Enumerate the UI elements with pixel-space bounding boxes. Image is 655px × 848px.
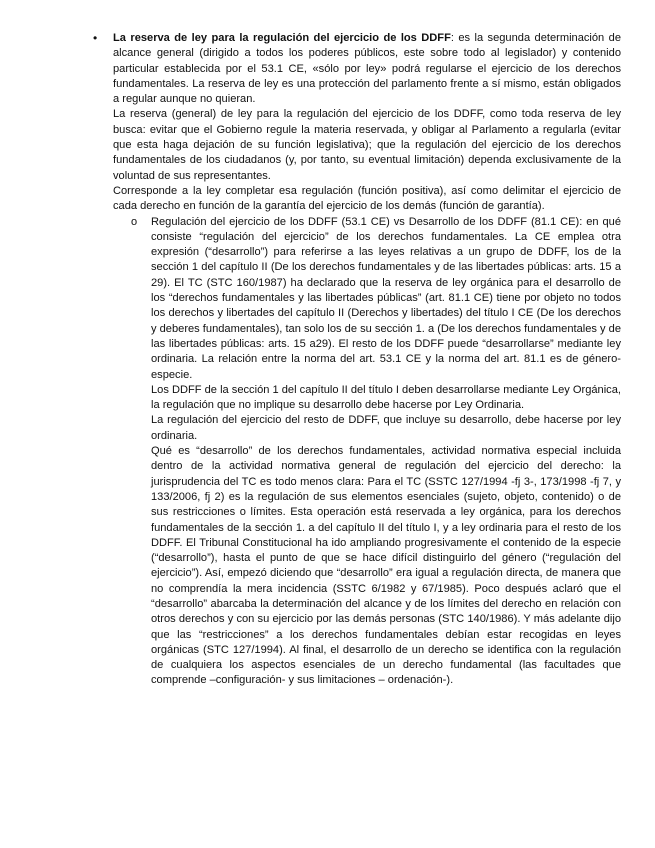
bullet-marker: •	[93, 31, 98, 45]
paragraph-reserva-general: La reserva (general) de ley para la regulación del ejercicio de los DDFF, como toda reserva de ley busca: evitar que el Gobierno regule la materia reservada, y obligar al Parlamento a regularla (evitar que esta haga dejación de su función legislativa); que la regulación del ejercicio de los derechos fundamentales de los ciudadanos (y, por tanto, su eventual limitación) dependa exclusivamente de la voluntad de sus representantes.	[113, 108, 621, 182]
paragraph-text: : es la segunda determinación de alcance general (dirigido a todos los poderes públicos, este sobre todo al legislador) y contenido particular establecida por el 53.1 CE, «sólo por ley» podrá regularse el ejercicio de los derechos fundamentales. La reserva de ley es una protección del parlamento frente a sí mismo, están obligados a regular aunque no quieran.	[113, 32, 621, 106]
paragraph-regulacion-vs-desarrollo: Regulación del ejercicio de los DDFF (53.1 CE) vs Desarrollo de los DDFF (81.1 CE): en qué consiste “regulación del ejercicio” de los derechos fundamentales. La CE emplea otra expresión (“desarrollo”) para referirse a las leyes relativas a un grupo de DDFF, los de la sección 1 del capítulo II (De los derechos fundamentales y de las libertades públicas: arts. 15 a 29). El TC (STC 160/1987) ha declarado que la reserva de ley orgánica para el desarrollo de los “derechos fundamentales y las libertades públicas” (art. 81.1 CE) tiene por objeto no todos los derechos y libertades del capítulo II (Derechos y libertades) del título I CE (De los derechos y deberes fundamentales), tan solo los de su sección 1. a (De los derechos fundamentales y de las libertades públicas: arts. 15 a29). El resto de los DDFF puede “desarrollarse” mediante ley ordinaria. La relación entre la norma del art. 53.1 CE y la norma del art. 81.1 es de género-especie.	[151, 215, 621, 381]
paragraph-funcion-ley: Corresponde a la ley completar esa regulación (función positiva), así como delimitar el ejercicio de cada derecho en función de la garantía del ejercicio de los demás (función de garantía).	[113, 184, 621, 213]
sub-bullet-marker: o	[131, 215, 138, 228]
paragraph-reserva-ley	[113, 31, 621, 107]
paragraph-resto-ddff: La regulación del ejercicio del resto de DDFF, que incluye su desarrollo, debe hacerse por ley ordinaria.	[151, 414, 621, 442]
document-body	[113, 31, 621, 689]
paragraph-heading: La reserva de ley para la regulación del ejercicio de los DDFF	[113, 32, 451, 44]
paragraph-seccion-1: Los DDFF de la sección 1 del capítulo II del título I deben desarrollarse mediante Ley Orgánica, la regulación que no implique su desarrollo debe hacerse por Ley Ordinaria.	[151, 383, 621, 412]
paragraph-que-es-desarrollo: Qué es “desarrollo” de los derechos fundamentales, actividad normativa especial incluida dentro de la actividad normativa general de regulación del ejercicio del derecho: la jurisprudencia del TC es todo menos clara: Para el TC (SSTC 127/1994 -fj 3-, 173/1998 -fj 7, y 133/2006, fj 2) es la regulación de sus elementos esenciales (sujeto, objeto, contenido) o de sus restricciones o límites. Esta operación está reservada a ley orgánica, para los derechos fundamentales de la sección 1. a del capítulo II del título I, y a ley ordinaria para el resto de los DDFF. El Tribunal Constitucional ha ido ampliando progresivamente el contenido de la especie (“desarrollo”), hasta el punto de que se hace difícil distinguirlo del género (“regulación del ejercicio”). Así, empezó diciendo que “desarrollo” era igual a regulación directa, de manera que no comprendía la mera incidencia (SSTC 6/1982 y 67/1985). Poco después aclaró que el “desarrollo” abarcaba la determinación del alcance y de los límites del derecho en relación con otros derechos y con su ejercicio por las demás personas (STC 140/1986). Y más adelante dijo que las “restricciones” a los derechos fundamentales debían estar recogidas en leyes orgánicas (STC 127/1994). Al final, el desarrollo de un derecho se identifica con la regulación de cualquiera los aspectos esenciales de un derecho fundamental (las facultades que comprende –configuración- y sus limitaciones – ordenación-).	[151, 445, 621, 687]
sub-list-item	[131, 215, 621, 689]
